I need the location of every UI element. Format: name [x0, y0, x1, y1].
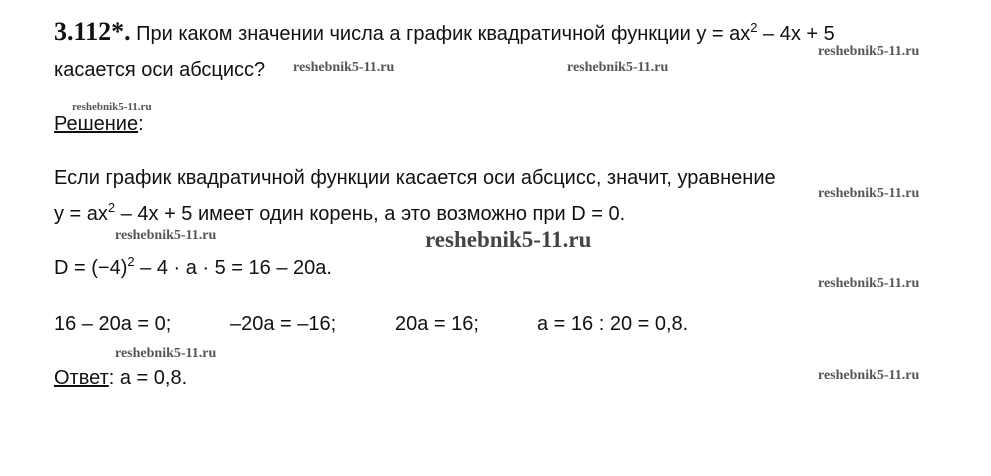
equation-1: 16 – 20a = 0;: [54, 313, 172, 335]
discriminant-line: [54, 256, 332, 280]
solution-text-2b: – 4x + 5 имеет один корень, а это возможно при D = 0.: [115, 203, 626, 225]
solution-text-1: Если график квадратичной функции касается оси абсцисс, значит, уравнение: [54, 167, 776, 189]
problem-text-end: – 4x + 5: [757, 23, 835, 45]
watermark: reshebnik5-11.ru: [818, 44, 920, 59]
watermark: reshebnik5-11.ru: [72, 101, 152, 113]
problem-line-1: [54, 17, 835, 46]
solution-heading: [54, 112, 144, 136]
equation-3: 20a = 16;: [395, 313, 479, 335]
answer-label: Ответ: [54, 367, 109, 389]
solution-text-2a: y = ax: [54, 203, 108, 225]
exponent: 2: [127, 254, 135, 269]
answer-line: [54, 366, 187, 390]
discriminant-a: D = (−4): [54, 257, 128, 279]
watermark: reshebnik5-11.ru: [818, 368, 920, 383]
answer-value: : a = 0,8.: [108, 367, 188, 389]
watermark: reshebnik5-11.ru: [818, 276, 920, 291]
watermark: reshebnik5-11.ru: [115, 228, 217, 243]
watermark: reshebnik5-11.ru: [818, 186, 920, 201]
solution-heading-label: Решение: [54, 113, 139, 135]
exponent: 2: [107, 200, 116, 215]
solution-heading-colon: :: [138, 113, 144, 135]
watermark: reshebnik5-11.ru: [293, 60, 395, 75]
problem-number: 3.112*.: [54, 17, 131, 46]
problem-line-2: касается оси абсцисс?: [54, 59, 266, 81]
problem-text: При каком значении числа a график квадратичной функции y = ax: [136, 23, 751, 45]
watermark: reshebnik5-11.ru: [567, 60, 669, 75]
discriminant-b: – 4 · a · 5 = 16 – 20a.: [134, 257, 332, 279]
watermark-large: reshebnik5-11.ru: [425, 227, 592, 252]
exponent: 2: [750, 20, 758, 35]
solution-text-2: [54, 202, 625, 226]
equation-4: a = 16 : 20 = 0,8.: [537, 313, 689, 335]
watermark: reshebnik5-11.ru: [115, 346, 217, 361]
equation-2: –20a = –16;: [230, 313, 337, 335]
